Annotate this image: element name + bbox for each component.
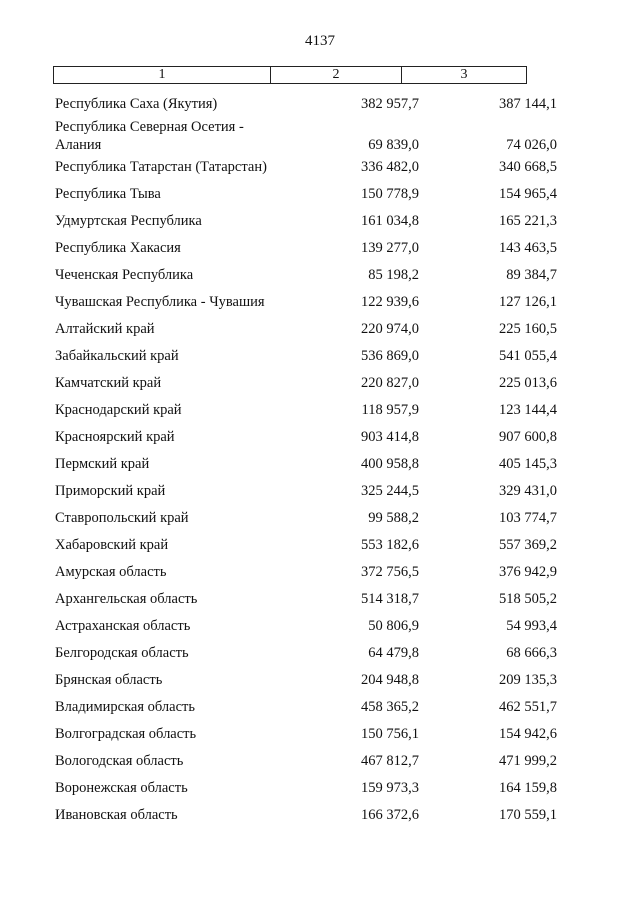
table-row	[0, 316, 640, 343]
table-row	[0, 559, 640, 586]
value-col-2: 50 806,9	[368, 618, 419, 634]
value-col-3: 74 026,0	[506, 137, 557, 153]
value-col-3: 225 013,6	[499, 375, 557, 391]
region-name: Республика Хакасия	[55, 240, 181, 256]
value-col-3: 340 668,5	[499, 159, 557, 175]
value-col-3: 143 463,5	[499, 240, 557, 256]
value-col-2: 99 588,2	[368, 510, 419, 526]
region-name: Ставропольский край	[55, 510, 189, 526]
table-row	[0, 262, 640, 289]
value-col-3: 907 600,8	[499, 429, 557, 445]
value-col-2: 118 957,9	[361, 402, 419, 418]
value-col-3: 209 135,3	[499, 672, 557, 688]
table-row	[0, 154, 640, 181]
value-col-2: 553 182,6	[361, 537, 419, 553]
region-name: Красноярский край	[55, 429, 175, 445]
value-col-2: 161 034,8	[361, 213, 419, 229]
table-row	[0, 532, 640, 559]
value-col-3: 405 145,3	[499, 456, 557, 472]
table-row	[0, 586, 640, 613]
value-col-3: 154 942,6	[499, 726, 557, 742]
region-name: Чеченская Республика	[55, 267, 194, 283]
value-col-2: 372 756,5	[361, 564, 419, 580]
region-name: Вологодская область	[55, 753, 184, 769]
value-col-2: 69 839,0	[368, 137, 419, 153]
header-col-1: 1	[54, 67, 271, 83]
table-row	[0, 235, 640, 262]
table-row	[0, 478, 640, 505]
region-name: Республика Северная Осетия - Алания	[55, 119, 244, 153]
value-col-3: 165 221,3	[499, 213, 557, 229]
value-col-3: 54 993,4	[506, 618, 557, 634]
region-name: Владимирская область	[55, 699, 195, 715]
value-col-2: 400 958,8	[361, 456, 419, 472]
value-col-2: 514 318,7	[361, 591, 419, 607]
region-name: Алтайский край	[55, 321, 155, 337]
value-col-3: 376 942,9	[499, 564, 557, 580]
value-col-2: 536 869,0	[361, 348, 419, 364]
region-name: Амурская область	[55, 564, 167, 580]
value-col-2: 220 974,0	[361, 321, 419, 337]
value-col-3: 89 384,7	[506, 267, 557, 283]
value-col-2: 150 756,1	[361, 726, 419, 742]
region-name: Республика Саха (Якутия)	[55, 96, 218, 112]
table-row	[0, 451, 640, 478]
region-name: Краснодарский край	[55, 402, 182, 418]
table-row	[0, 775, 640, 802]
table-body	[0, 91, 640, 829]
value-col-2: 85 198,2	[368, 267, 419, 283]
table-row	[0, 208, 640, 235]
region-name: Ивановская область	[55, 807, 178, 823]
value-col-2: 159 973,3	[361, 780, 419, 796]
table-row	[0, 748, 640, 775]
table-row	[0, 91, 640, 118]
value-col-2: 325 244,5	[361, 483, 419, 499]
value-col-3: 518 505,2	[499, 591, 557, 607]
region-name: Брянская область	[55, 672, 163, 688]
value-col-2: 150 778,9	[361, 186, 419, 202]
value-col-3: 471 999,2	[499, 753, 557, 769]
table-row	[0, 667, 640, 694]
region-name: Чувашская Республика - Чувашия	[55, 294, 265, 310]
region-name: Приморский край	[55, 483, 166, 499]
value-col-3: 541 055,4	[499, 348, 557, 364]
value-col-2: 467 812,7	[361, 753, 419, 769]
table-row	[0, 343, 640, 370]
page-number: 4137	[305, 33, 335, 49]
table-row	[0, 370, 640, 397]
value-col-3: 123 144,4	[499, 402, 557, 418]
value-col-2: 64 479,8	[368, 645, 419, 661]
value-col-3: 127 126,1	[499, 294, 557, 310]
region-name: Воронежская область	[55, 780, 188, 796]
value-col-3: 170 559,1	[499, 807, 557, 823]
table-row	[0, 397, 640, 424]
region-name: Пермский край	[55, 456, 150, 472]
region-name: Республика Тыва	[55, 186, 161, 202]
region-name: Архангельская область	[55, 591, 198, 607]
region-name: Волгоградская область	[55, 726, 197, 742]
table-row	[0, 802, 640, 829]
table-row	[0, 424, 640, 451]
value-col-2: 903 414,8	[361, 429, 419, 445]
value-col-3: 154 965,4	[499, 186, 557, 202]
table-row	[0, 721, 640, 748]
value-col-2: 382 957,7	[361, 96, 419, 112]
value-col-3: 329 431,0	[499, 483, 557, 499]
region-name: Республика Татарстан (Татарстан)	[55, 159, 267, 175]
value-col-2: 166 372,6	[361, 807, 419, 823]
value-col-3: 225 160,5	[499, 321, 557, 337]
value-col-3: 387 144,1	[499, 96, 557, 112]
header-col-2: 2	[271, 67, 402, 83]
value-col-2: 122 939,6	[361, 294, 419, 310]
region-name: Забайкальский край	[55, 348, 179, 364]
table-header	[53, 66, 527, 84]
region-name: Белгородская область	[55, 645, 189, 661]
value-col-3: 68 666,3	[506, 645, 557, 661]
value-col-3: 462 551,7	[499, 699, 557, 715]
region-name: Удмуртская Республика	[55, 213, 202, 229]
value-col-2: 204 948,8	[361, 672, 419, 688]
table-row	[0, 181, 640, 208]
table-row	[0, 613, 640, 640]
value-col-2: 139 277,0	[361, 240, 419, 256]
header-col-3: 3	[460, 67, 468, 82]
table-row	[0, 289, 640, 316]
value-col-2: 458 365,2	[361, 699, 419, 715]
value-col-3: 164 159,8	[499, 780, 557, 796]
value-col-2: 220 827,0	[361, 375, 419, 391]
table-row	[0, 118, 640, 154]
region-name: Хабаровский край	[55, 537, 169, 553]
value-col-3: 557 369,2	[499, 537, 557, 553]
table-row	[0, 505, 640, 532]
table-row	[0, 694, 640, 721]
region-name: Астраханская область	[55, 618, 191, 634]
region-name: Камчатский край	[55, 375, 162, 391]
value-col-2: 336 482,0	[361, 159, 419, 175]
table-row	[0, 640, 640, 667]
value-col-3: 103 774,7	[499, 510, 557, 526]
